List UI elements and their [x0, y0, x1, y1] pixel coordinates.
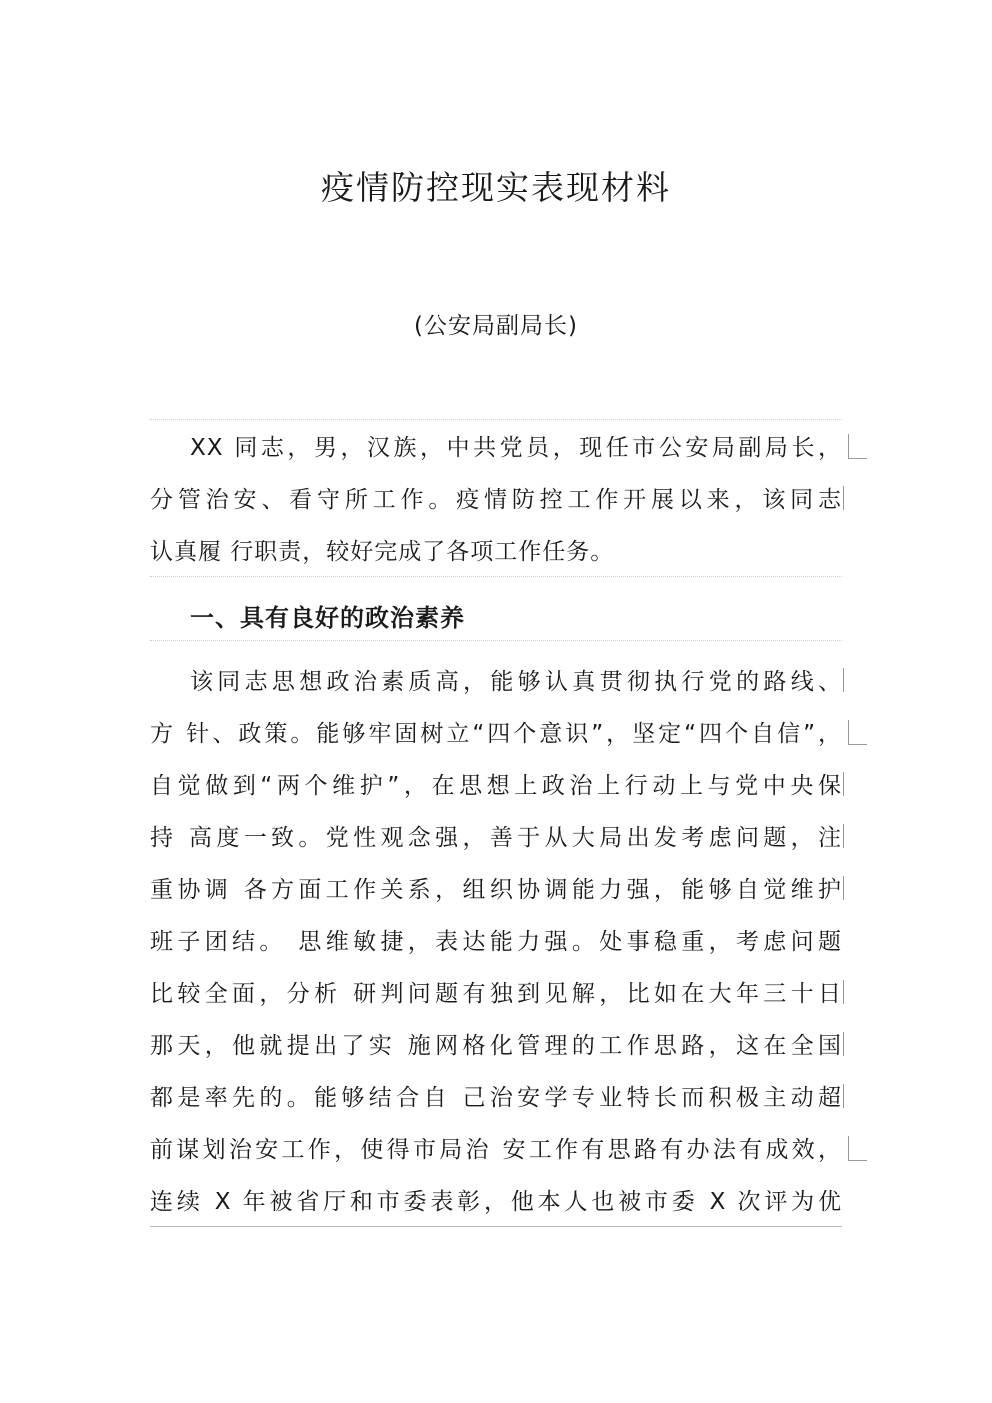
line-end-marker [843, 824, 844, 848]
body-line: 自觉做到“两个维护”，在思想上政治上行动上与党中央保 [150, 773, 842, 799]
body-line: 都是率先的。能够结合自 己治安学专业特长而积极主动超 [150, 1085, 842, 1111]
body-line: 连续 X 年被省厅和市委表彰，他本人也被市委 X 次评为优 [150, 1189, 842, 1215]
body-line: 前谋划治安工作，使得市局治 安工作有思路有办法有成效， [150, 1137, 842, 1163]
intro-line: XX 同志，男，汉族，中共党员，现任市公安局副局长， [190, 435, 842, 461]
body-line: 方 针、政策。能够牢固树立“四个意识”，坚定“四个自信”， [150, 721, 842, 747]
divider [150, 640, 842, 641]
line-end-marker [848, 1136, 867, 1161]
body-line: 比较全面，分析 研判问题有独到见解，比如在大年三十日 [150, 981, 842, 1007]
body-line: 持 高度一致。党性观念强，善于从大局出发考虑问题，注 [150, 825, 842, 851]
divider [150, 1226, 842, 1227]
body-line: 那天，他就提出了实 施网格化管理的工作思路，这在全国 [150, 1033, 842, 1059]
line-end-marker [843, 772, 844, 796]
body-line: 该同志思想政治素质高，能够认真贯彻执行党的路线、 [190, 669, 842, 695]
line-end-marker [843, 486, 844, 510]
line-end-marker [843, 668, 844, 692]
intro-line: 分管治安、看守所工作。疫情防控工作开展以来，该同志 [150, 487, 842, 513]
divider [150, 576, 842, 577]
intro-line: 认真履 行职责，较好完成了各项工作任务。 [150, 539, 615, 565]
line-end-marker [843, 980, 844, 1004]
line-end-marker [843, 1084, 844, 1108]
divider [150, 419, 842, 420]
section-heading: 一、具有良好的政治素养 [190, 604, 465, 632]
document-title: 疫情防控现实表现材料 [321, 168, 671, 207]
body-line: 重协调 各方面工作关系，组织协调能力强，能够自觉维护 [150, 877, 842, 903]
line-end-marker [848, 720, 867, 745]
line-end-marker [848, 434, 867, 459]
document-subtitle: (公安局副局长) [414, 313, 578, 339]
line-end-marker [843, 1032, 844, 1056]
line-end-marker [843, 876, 844, 900]
body-line: 班子团结。 思维敏捷，表达能力强。处事稳重，考虑问题 [150, 929, 842, 955]
